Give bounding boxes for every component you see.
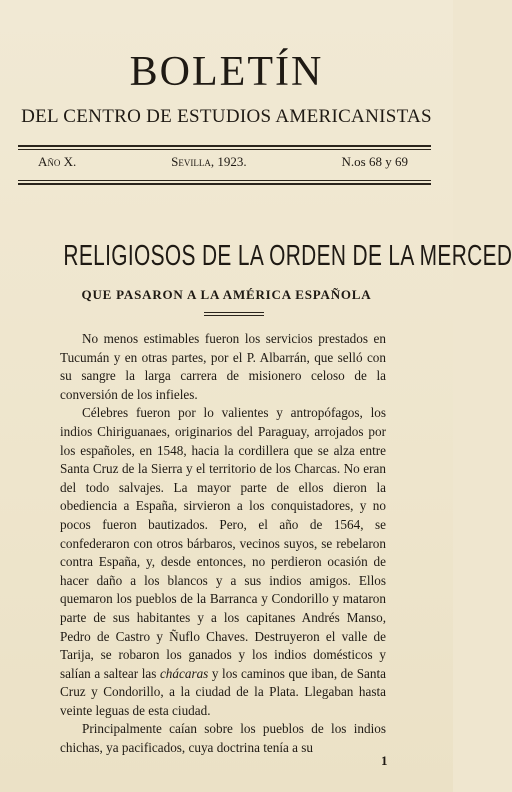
page-number: 1 [381,753,388,768]
paragraph-1: No menos estimables fueron los servicios prestados en Tucumán y en otras partes, por el P. Albarrán, que selló con su sangre la larga carrera de misionero celoso de la conversión de los infieles. [60,331,386,402]
issue-line [38,154,408,170]
header-rule-bottom-thin [18,180,431,181]
header-rule-top-thin [18,149,431,150]
paragraph-2-text: Célebres fueron por lo valientes y antropófagos, los indios Chiriguanaes, originarios del Paraguay, arrojados por los españoles, en 1548, hacia la cordillera que se alza entre Santa Cruz de la Sierra y el territorio de los Charcas. No eran del todo salvajes. La mayor parte de ellos dieron la obediencia a España, sirvieron a los conquistadores, y no pocos fueron bautizados. Pero, el año de 1564, se confederaron con otros bárbaros, vecinos suyos, se rebelaron contra España, y, desde entonces, no perdieron ocasión de hacer daño a los blancos y a sus indios amigos. Ellos quemaron los pueblos de la Barranca y Condorillo y mataron parte de sus habitantes y a los capitanes Andrés Manso, Pedro de Castro y Ñuflo Chaves. Destruyeron el valle de Tarija, se robaron los ganados y los indios domésticos y salían a saltear las [60,405,386,681]
paragraph-2-italic: chácaras [159,665,209,681]
issue-place-date: Sevilla, 1923. [171,154,247,169]
issue-year: Año X. [38,154,77,169]
masthead-title: BOLETÍN [129,49,324,95]
title-divider [204,312,264,313]
paragraph-2 [60,404,386,720]
paragraph-3: Principalmente caían sobre los pueblos de los indios chichas, ya pacificados, cuya doctrina tenía a su [60,721,386,756]
title-divider-2 [204,315,264,316]
article-subtitle: QUE PASARON A LA AMÉRICA ESPAÑOLA [81,287,372,302]
issue-numbers: N.os 68 y 69 [341,154,408,169]
header-rule-top [18,145,431,147]
header-rule-bottom [18,183,431,185]
article-title: RELIGIOSOS DE LA ORDEN DE LA MERCED [63,240,512,272]
paragraph-2-text-cont: y los caminos que iban, de Santa Cruz y Condorillo, a la ciudad de la Plata. Llegaban hasta veinte leguas de esta ciudad. [60,665,386,718]
article-body [60,330,386,758]
masthead-subtitle: DEL CENTRO DE ESTUDIOS AMERICANISTAS [21,106,432,127]
